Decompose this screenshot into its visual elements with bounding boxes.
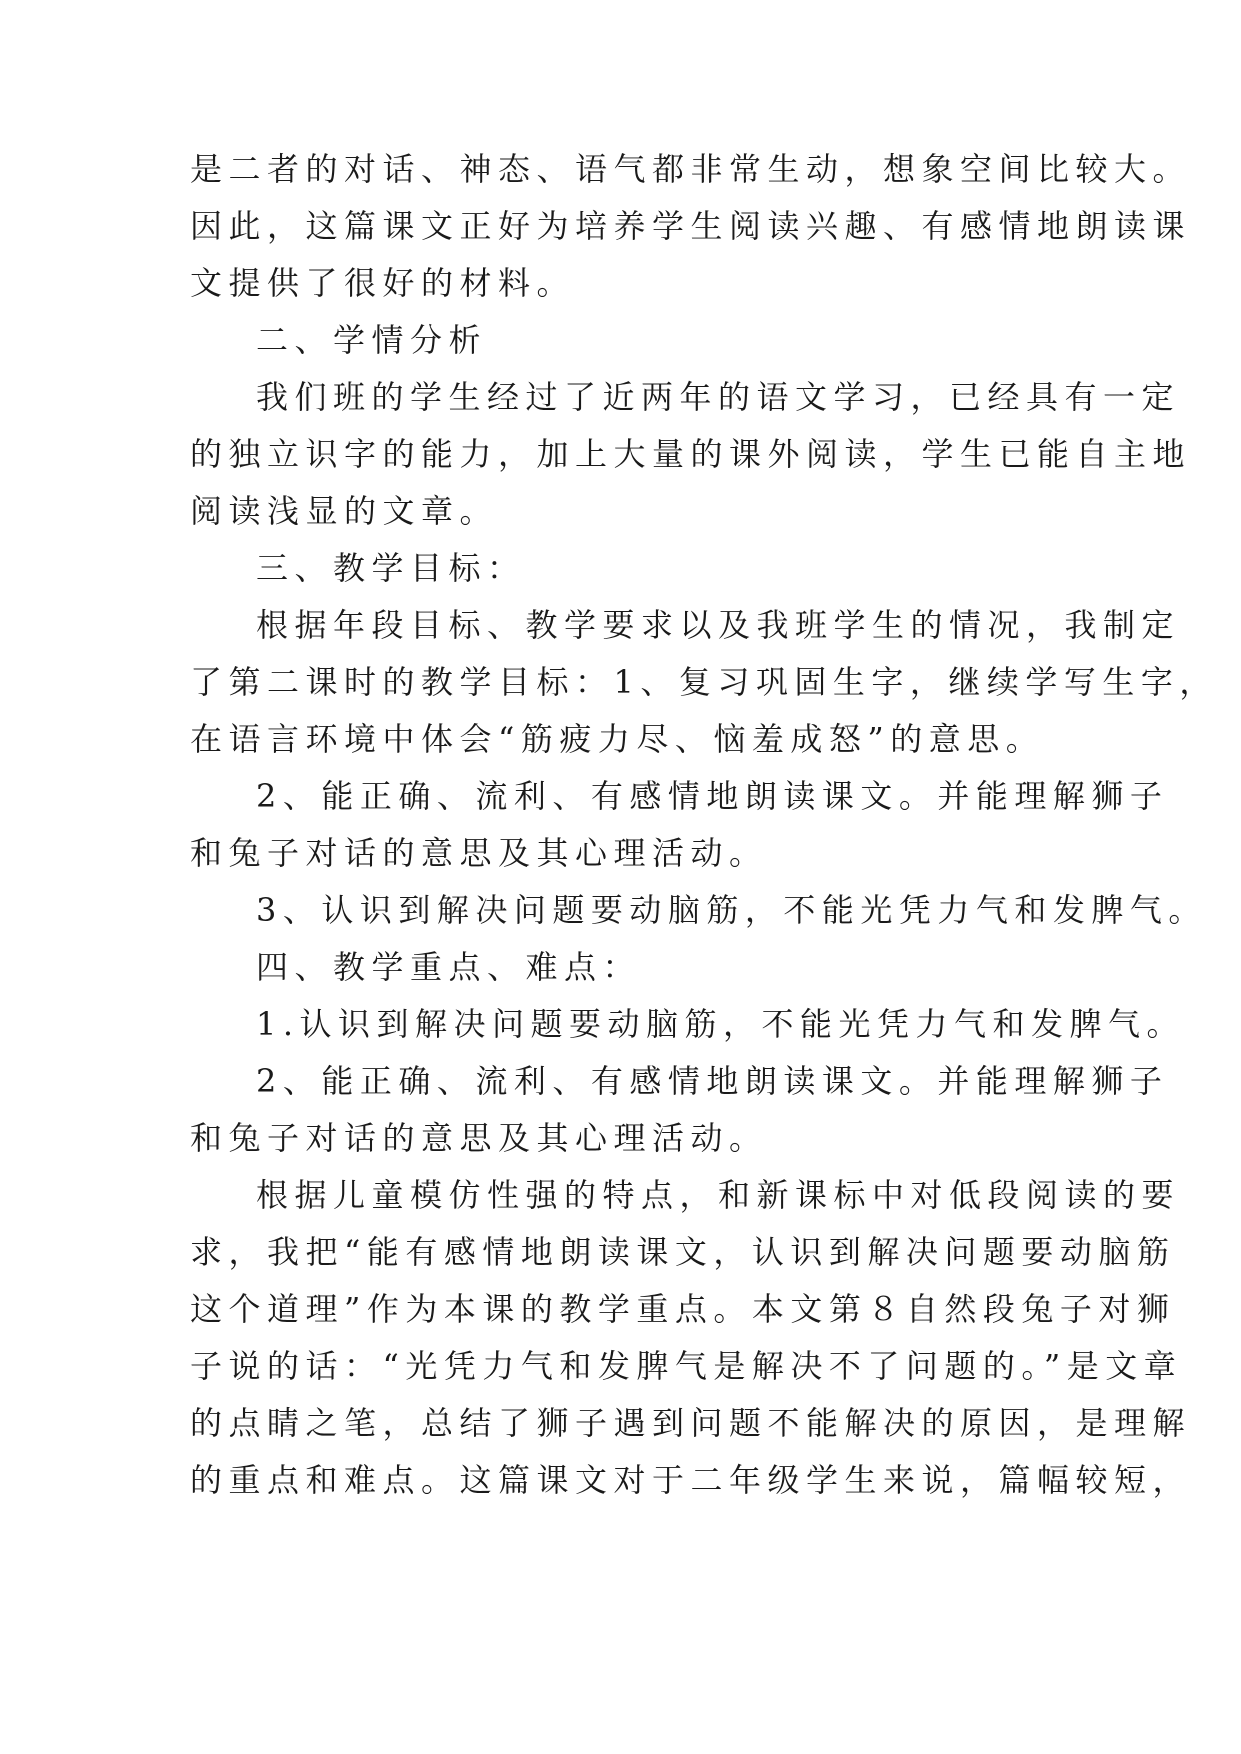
section-heading: 三、教学目标： (256, 549, 526, 587)
text-line: 了第二课时的教学目标：1、复习巩固生字，继续学写生字， (190, 663, 1218, 701)
section-heading: 二、学情分析 (256, 321, 488, 359)
text-line: 3、认识到解决问题要动脑筋，不能光凭力气和发脾气。 (256, 891, 1207, 929)
text-line: 我们班的学生经过了近两年的语文学习，已经具有一定 (256, 378, 1181, 416)
text-line: 阅读浅显的文章。 (190, 492, 499, 530)
text-line: 2、能正确、流利、有感情地朗读课文。并能理解狮子 (256, 1062, 1169, 1100)
text-line: 子说的话：“光凭力气和发脾气是解决不了问题的。”是文章 (190, 1347, 1183, 1385)
text-line: 是二者的对话、神态、语气都非常生动，想象空间比较大。 (190, 150, 1192, 188)
text-line: 和兔子对话的意思及其心理活动。 (190, 834, 768, 872)
text-line: 的重点和难点。这篇课文对于二年级学生来说，篇幅较短， (190, 1461, 1192, 1499)
text-line: 在语言环境中体会“筋疲力尽、恼羞成怒”的意思。 (190, 720, 1045, 758)
text-line: 这个道理”作为本课的教学重点。本文第８自然段兔子对狮 (190, 1290, 1176, 1328)
text-line: 2、能正确、流利、有感情地朗读课文。并能理解狮子 (256, 777, 1169, 815)
text-line: 求，我把“能有感情地朗读课文，认识到解决问题要动脑筋 (190, 1233, 1176, 1271)
text-line: 根据儿童模仿性强的特点，和新课标中对低段阅读的要 (256, 1176, 1181, 1214)
section-heading: 四、教学重点、难点： (256, 948, 642, 986)
text-line: 文提供了很好的材料。 (190, 264, 576, 302)
text-line: 1.认识到解决问题要动脑筋，不能光凭力气和发脾气。 (256, 1005, 1186, 1043)
text-line: 的独立识字的能力，加上大量的课外阅读，学生已能自主地 (190, 435, 1192, 473)
text-line: 和兔子对话的意思及其心理活动。 (190, 1119, 768, 1157)
text-line: 根据年段目标、教学要求以及我班学生的情况，我制定 (256, 606, 1181, 644)
text-line: 的点睛之笔，总结了狮子遇到问题不能解决的原因，是理解 (190, 1404, 1192, 1442)
text-line: 因此，这篇课文正好为培养学生阅读兴趣、有感情地朗读课 (190, 207, 1192, 245)
